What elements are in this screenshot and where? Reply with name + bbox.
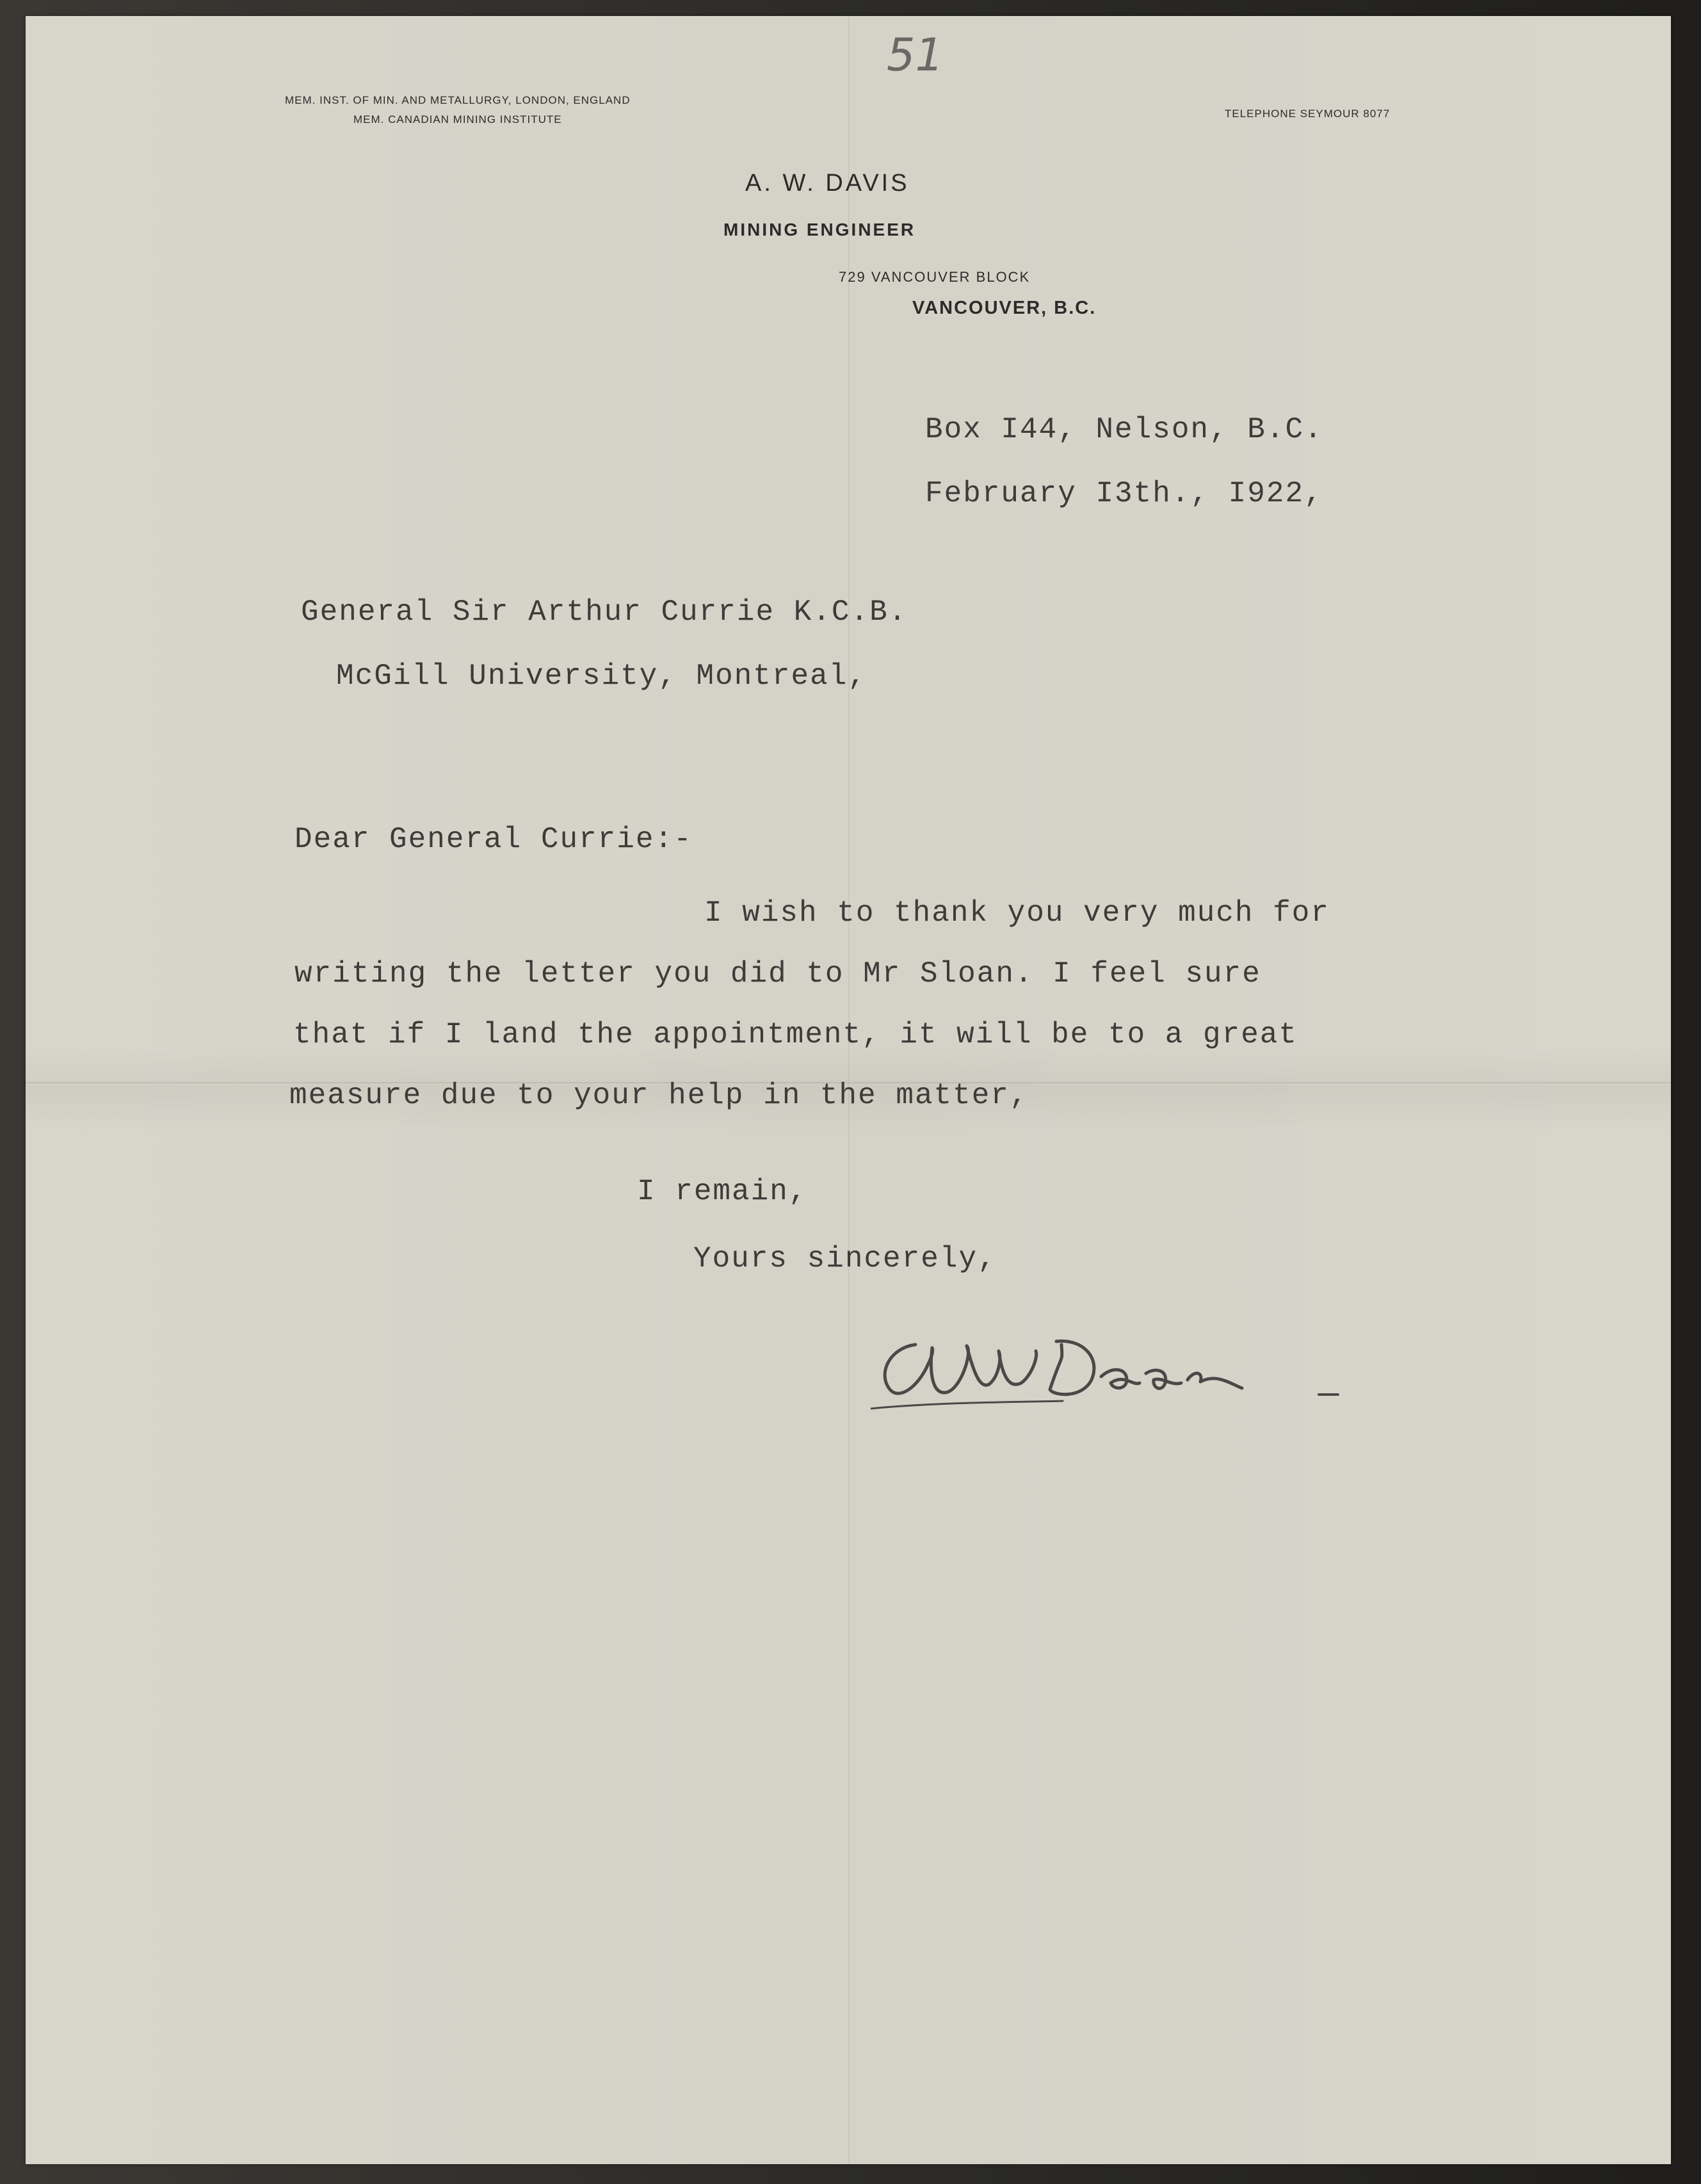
handwritten-signature (871, 1313, 1357, 1421)
body-line: I wish to thank you very much for (704, 896, 1330, 930)
closing-remain: I remain, (637, 1175, 808, 1208)
letter-paper (26, 16, 1671, 2164)
salutation: Dear General Currie:- (294, 823, 693, 856)
body-line: writing the letter you did to Mr Sloan. I feel sure (294, 957, 1261, 991)
closing-sincerely: Yours sincerely, (693, 1242, 997, 1275)
letterhead-membership-2: MEM. CANADIAN MINING INSTITUTE (353, 113, 562, 125)
body-line: measure due to your help in the matter, (289, 1079, 1029, 1112)
letterhead-city: VANCOUVER, B.C. (912, 298, 1097, 318)
letter-date: February I3th., I922, (925, 477, 1323, 510)
page-number-mark: 51 (887, 29, 944, 81)
recipient-name: General Sir Arthur Currie K.C.B. (301, 595, 908, 629)
recipient-address: McGill University, Montreal, (336, 659, 867, 693)
sender-location: Box I44, Nelson, B.C. (925, 413, 1323, 446)
letterhead-name: A. W. DAVIS (745, 170, 910, 197)
letterhead-membership-1: MEM. INST. OF MIN. AND METALLURGY, LONDON, ENGLAND (285, 94, 631, 106)
body-line: that if I land the appointment, it will be to a great (293, 1018, 1298, 1051)
letterhead-telephone: TELEPHONE SEYMOUR 8077 (1225, 108, 1391, 120)
letterhead-address: 729 VANCOUVER BLOCK (839, 269, 1031, 285)
letterhead-title: MINING ENGINEER (723, 220, 916, 239)
